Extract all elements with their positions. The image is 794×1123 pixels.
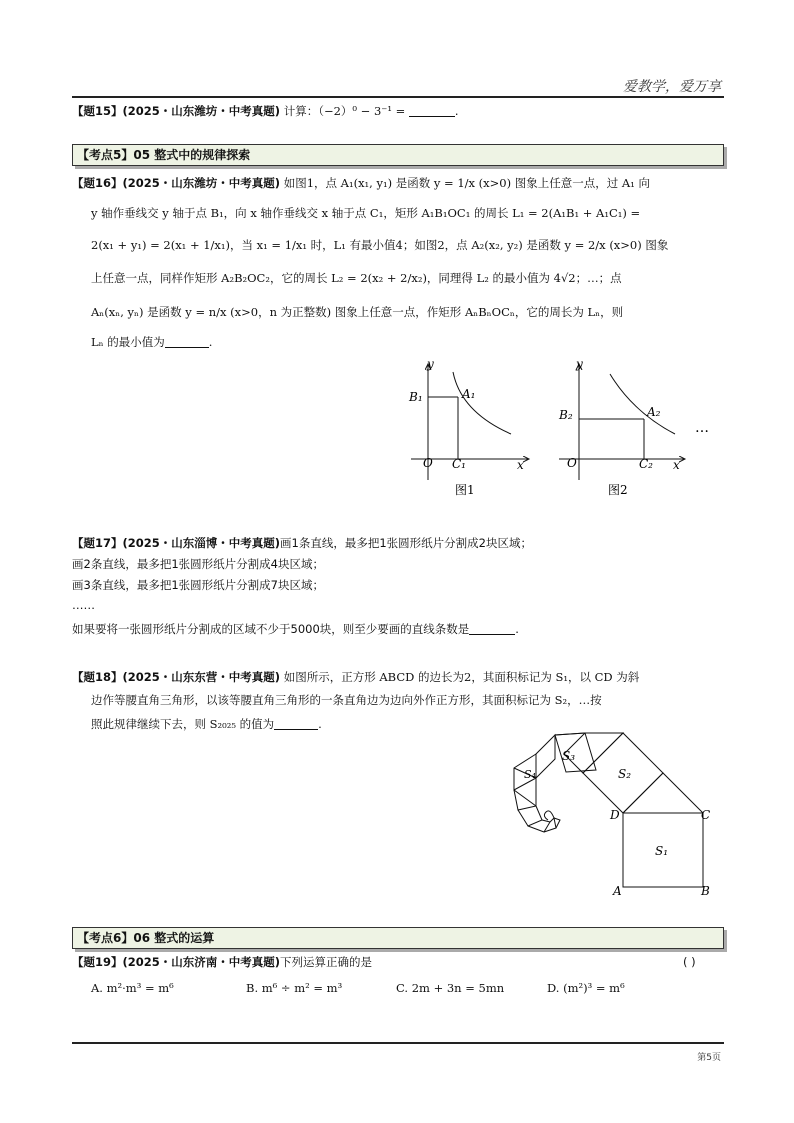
hyperbola-curve xyxy=(453,372,511,434)
header-motto: 爱教学，爱万享 xyxy=(623,79,721,95)
option-c[interactable]: C. 2m + 3n = 5mn xyxy=(396,981,505,995)
figure-2 xyxy=(555,352,725,502)
section-heading-6: 【考点6】06 整式的运算 xyxy=(72,927,724,949)
question-18-source: (2025・山东东营・中考真题) xyxy=(122,670,281,684)
question-18-end: . xyxy=(318,717,322,731)
point-b-label: B₁ xyxy=(409,390,423,404)
question-16-line-5: Aₙ(xₙ, yₙ) 是函数 y = n/x (x>0，n 为正整数) 图象上任意一点，作矩形 AₙBₙOCₙ，它的周长为 Lₙ，则 xyxy=(91,305,624,319)
question-15 xyxy=(72,103,459,119)
question-16-line-2: y 轴作垂线交 y 轴于点 B₁，向 x 轴作垂线交 x 轴于点 C₁，矩形 A₁B₁OC₁ 的周长 L₁ = 2(A₁B₁ + A₁C₁) = xyxy=(91,206,641,220)
point-a-label: A xyxy=(613,884,622,898)
question-17-source: (2025・山东淄博・中考真题) xyxy=(122,536,281,550)
hyperbola-curve xyxy=(610,374,675,434)
question-18-text: 如图所示，正方形 ABCD 的边长为2，其面积标记为 S₁，以 CD 为斜 xyxy=(283,670,640,684)
point-d-label: D xyxy=(610,808,620,822)
origin-label: O xyxy=(423,456,433,470)
square-spiral-figure xyxy=(500,730,730,900)
spiral-tail xyxy=(544,811,554,820)
square-s6 xyxy=(514,778,536,810)
point-a-label: A₁ xyxy=(462,387,476,401)
question-17-ask: 如果要将一张圆形纸片分割成的区域不少于5000块，则至少要画的直线条数是 xyxy=(72,622,470,636)
y-label: y xyxy=(427,357,434,371)
option-d[interactable]: D. (m²)³ = m⁶ xyxy=(547,981,625,995)
point-b-label: B₂ xyxy=(559,408,573,422)
question-17-line-3: 画3条直线，最多把1张圆形纸片分割成7块区域； xyxy=(72,578,324,592)
question-15-id: 【题15】 xyxy=(72,104,123,118)
figure-caption: 图1 xyxy=(455,483,475,497)
label-s1: S₁ xyxy=(655,844,669,858)
question-17 xyxy=(72,535,532,551)
label-s3: S₃ xyxy=(562,749,576,763)
question-16-line-1 xyxy=(72,175,650,191)
question-16-end: . xyxy=(208,335,213,349)
question-17-line-5 xyxy=(72,621,519,637)
point-c-label: C₂ xyxy=(639,457,653,471)
question-16-id: 【题16】 xyxy=(72,176,123,190)
continuation-dots: … xyxy=(695,420,709,436)
x-label: x xyxy=(517,458,524,472)
question-19 xyxy=(72,954,372,970)
figure-1 xyxy=(405,352,535,502)
option-b[interactable]: B. m⁶ ÷ m² = m³ xyxy=(246,981,343,995)
question-18-line-2: 边作等腰直角三角形，以该等腰直角三角形的一条直角边为边向外作正方形，其面积标记为 S₂，…按 xyxy=(91,693,602,707)
diagonal-5 xyxy=(514,790,536,806)
point-a-label: A₂ xyxy=(647,405,661,419)
square-s4 xyxy=(536,735,555,778)
question-19-id: 【题19】 xyxy=(72,955,123,969)
question-16-line-6 xyxy=(91,334,212,350)
point-c-label: C₁ xyxy=(452,457,466,471)
question-17-text: 画1条直线，最多把1张圆形纸片分割成2块区域； xyxy=(280,536,532,550)
question-19-source: (2025・山东济南・中考真题) xyxy=(122,955,281,969)
question-15-text: 计算：（−2）⁰ − 3⁻¹ = xyxy=(283,104,409,118)
question-17-line-4: …… xyxy=(72,598,95,612)
answer-blank[interactable] xyxy=(469,622,515,635)
section-heading-5: 【考点5】05 整式中的规律探索 xyxy=(72,144,724,166)
point-c-label: C xyxy=(701,808,711,822)
question-16-source: (2025・山东潍坊・中考真题) xyxy=(122,176,281,190)
point-b-label: B xyxy=(701,884,710,898)
answer-blank[interactable] xyxy=(409,104,455,117)
question-15-source: (2025・山东潍坊・中考真题) xyxy=(122,104,281,118)
question-17-id: 【题17】 xyxy=(72,536,123,550)
question-18-ask: 照此规律继续下去，则 S₂₀₂₅ 的值为 xyxy=(91,717,275,731)
y-label: y xyxy=(576,357,583,371)
question-18-line-3 xyxy=(91,716,322,732)
answer-blank[interactable] xyxy=(165,335,209,348)
figure-caption: 图2 xyxy=(608,483,628,497)
answer-blank[interactable] xyxy=(274,717,318,730)
page-number: 第5页 xyxy=(697,1053,721,1063)
option-a[interactable]: A. m²·m³ = m⁶ xyxy=(91,981,174,995)
question-18 xyxy=(72,669,639,685)
question-15-end: . xyxy=(454,104,459,118)
question-16-ask: Lₙ 的最小值为 xyxy=(91,335,165,349)
label-s4: S₄ xyxy=(524,768,536,781)
question-17-end: . xyxy=(515,622,519,636)
x-label: x xyxy=(673,458,680,472)
question-18-id: 【题18】 xyxy=(72,670,123,684)
footer-rule xyxy=(72,1042,724,1044)
question-16-text: 如图1，点 A₁(x₁, y₁) 是函数 y = 1/x (x>0) 图象上任意一点，过 A₁ 向 xyxy=(283,176,650,190)
answer-paren[interactable]: ( ) xyxy=(683,955,696,969)
question-19-text: 下列运算正确的是 xyxy=(280,955,373,969)
label-s2: S₂ xyxy=(618,767,632,781)
question-17-line-2: 画2条直线，最多把1张圆形纸片分割成4块区域； xyxy=(72,557,324,571)
origin-label: O xyxy=(567,456,577,470)
question-16-line-3: 2(x₁ + y₁) = 2(x₁ + 1/x₁)，当 x₁ = 1/x₁ 时，L₁ 有最小值4；如图2，点 A₂(x₂, y₂) 是函数 y = 2/x (x>0) 图象 xyxy=(91,238,669,252)
triangle-1 xyxy=(623,773,703,813)
header-rule xyxy=(72,96,724,98)
question-16-line-4: 上任意一点，同样作矩形 A₂B₂OC₂，它的周长 L₂ = 2(x₂ + 2/x₂)，同理得 L₂ 的最小值为 4√2；…；点 xyxy=(91,271,622,285)
